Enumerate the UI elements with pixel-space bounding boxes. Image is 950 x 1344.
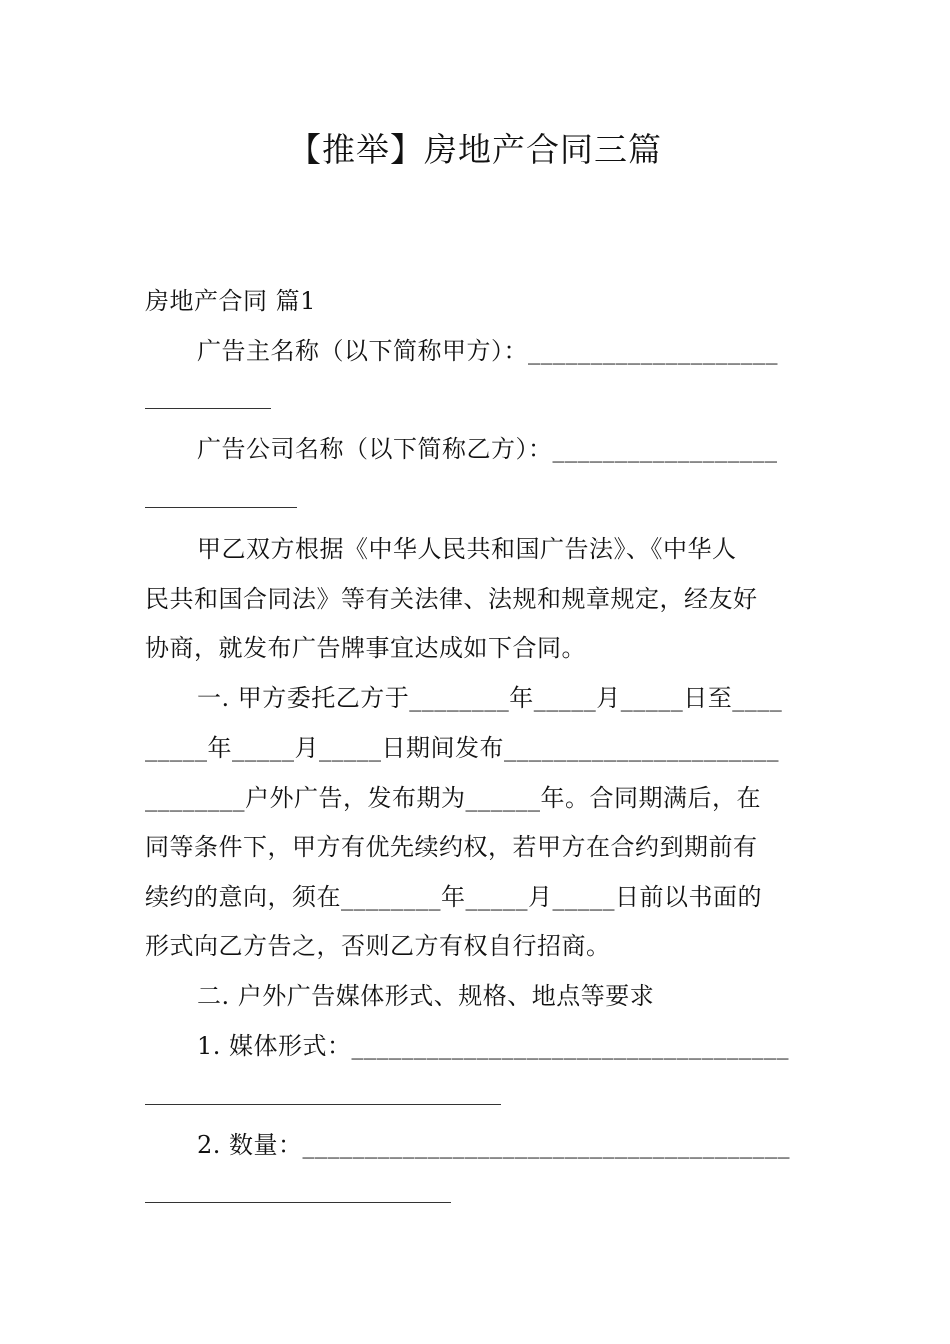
clause-one-line: 一. 甲方委托乙方于________年_____月_____日至____ <box>197 684 783 712</box>
paragraph-line: 协商，就发布广告牌事宜达成如下合同。 <box>145 634 586 662</box>
paragraph-line: 甲乙双方根据《中华人民共和国广告法》、《中华人 <box>197 535 737 563</box>
fill-in-underline <box>145 1104 501 1105</box>
paragraph-line: ________户外广告，发布期为______年。合同期满后，在 <box>145 784 761 812</box>
paragraph-line: 续约的意向，须在________年_____月_____日前以书面的 <box>145 883 762 911</box>
document-title: 【推举】房地产合同三篇 <box>288 130 662 169</box>
fill-in-underline <box>145 507 297 508</box>
party-a-name-line: 广告主名称（以下简称甲方）：____________________ <box>197 337 778 365</box>
paragraph-line: _____年_____月_____日期间发布______________________ <box>145 734 779 762</box>
section-heading: 房地产合同 篇1 <box>145 287 316 315</box>
paragraph-line: 形式向乙方告之，否则乙方有权自行招商。 <box>145 932 611 960</box>
paragraph-line: 同等条件下，甲方有优先续约权，若甲方在合约到期前有 <box>145 833 758 861</box>
media-form-line: 1. 媒体形式：___________________________________ <box>197 1032 790 1060</box>
quantity-line: 2. 数量：_______________________________________ <box>197 1131 791 1159</box>
fill-in-underline <box>145 408 271 409</box>
paragraph-line: 民共和国合同法》等有关法律、法规和规章规定，经友好 <box>145 585 758 613</box>
party-b-name-line: 广告公司名称（以下简称乙方）：__________________ <box>197 435 778 463</box>
fill-in-underline <box>145 1202 451 1203</box>
clause-two-heading: 二. 户外广告媒体形式、规格、地点等要求 <box>197 982 655 1010</box>
